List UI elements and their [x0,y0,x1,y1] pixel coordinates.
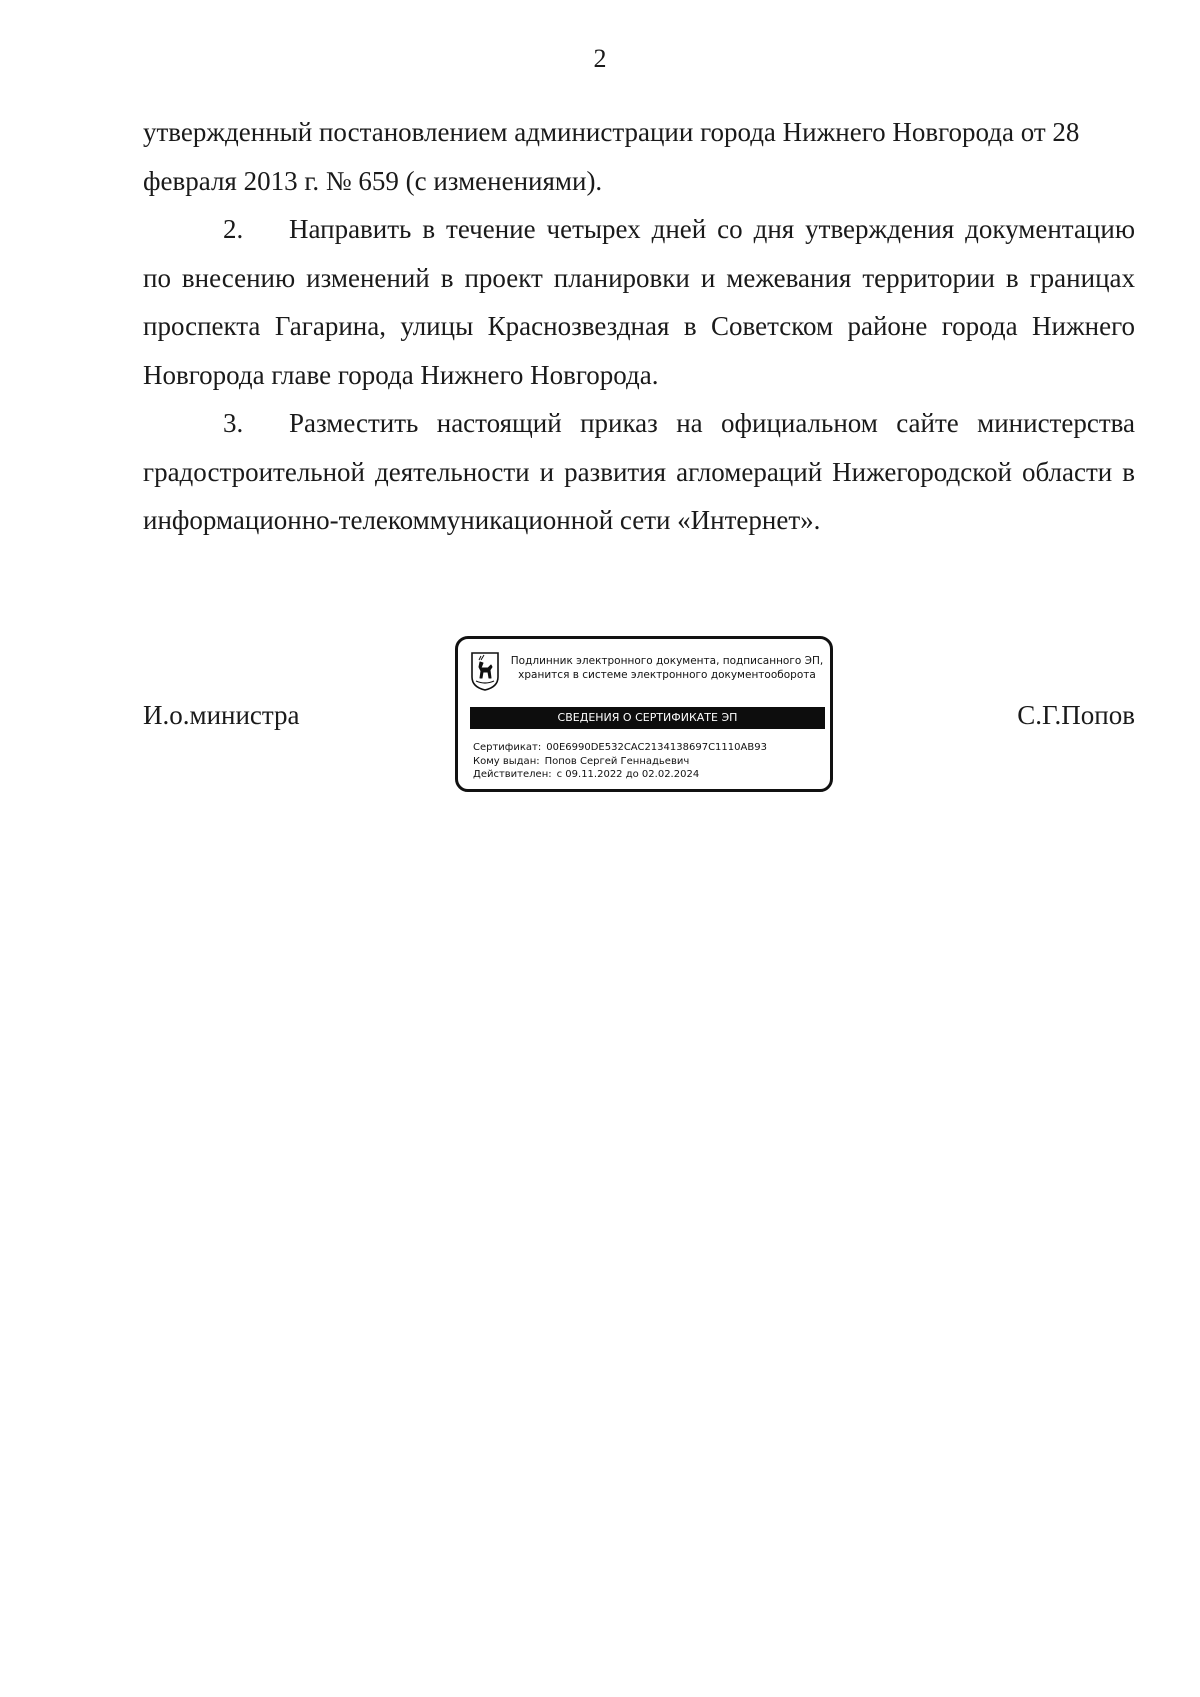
paragraph-item-2 [143,205,1135,399]
signatory-name: С.Г.Попов [1017,700,1135,730]
certificate-details [473,741,767,782]
signatory-title: И.о.министра [143,700,300,730]
paragraph-continuation: утвержденный постановлением администрации города Нижнего Новгорода от 28 февраля 2013 г. № 659 (с изменениями). [143,117,1080,196]
certificate-info-bar: СВЕДЕНИЯ О СЕРТИФИКАТЕ ЭП [470,707,825,729]
item-number: 3. [223,408,244,438]
item-number: 2. [223,214,244,244]
stamp-header-line: хранится в системе электронного документооборота [518,669,816,681]
issued-to-label: Кому выдан: [473,755,540,767]
certificate-value: 00E6990DE532CAC2134138697C1110AB93 [546,742,767,753]
certificate-label: Сертификат: [473,742,542,753]
stamp-header-line: Подлинник электронного документа, подписанного ЭП, [510,655,824,667]
issued-to-value: Попов Сергей Геннадьевич [544,755,690,767]
item-text: Разместить настоящий приказ на официальном сайте министерства градостроительной деятельности и развития агломераций Нижегородской области в информационно-телекоммуникационной сети «Интернет». [143,408,1135,535]
page-number: 2 [593,44,607,73]
stamp-header [508,654,826,682]
issued-to-row [473,755,767,769]
certificate-row [473,741,767,755]
item-text: Направить в течение четырех дней со дня утверждения документацию по внесению изменений в проект планировки и межевания территории в границах проспекта Гагарина, улицы Краснозвездная в Советском районе города Нижнего Новгорода главе города Нижнего Новгорода. [143,214,1135,390]
valid-row [473,768,767,782]
valid-value: с 09.11.2022 до 02.02.2024 [556,769,700,780]
valid-label: Действителен: [473,769,552,780]
paragraph-item-3 [143,399,1135,545]
document-body [143,108,1135,545]
nizhny-novgorod-deer-emblem-icon [470,651,500,691]
electronic-signature-stamp [455,636,833,792]
